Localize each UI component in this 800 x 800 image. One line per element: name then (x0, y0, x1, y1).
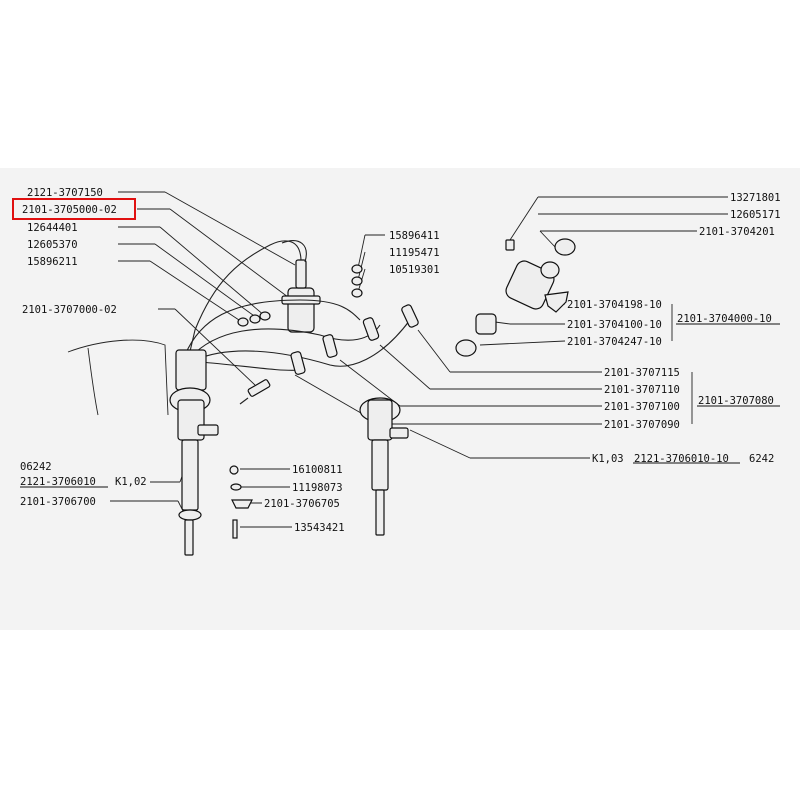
label-2101-3704100-10: 2101-3704100-10 (567, 319, 662, 331)
label-2101-3707115: 2101-3707115 (604, 367, 680, 379)
label-11195471: 11195471 (389, 247, 440, 259)
label-15896411: 15896411 (389, 230, 440, 242)
label-13271801: 13271801 (730, 192, 781, 204)
label-11198073: 11198073 (292, 482, 343, 494)
label-12605370: 12605370 (27, 239, 78, 251)
distributor-right (360, 398, 408, 535)
label-16100811: 16100811 (292, 464, 343, 476)
label-2101-3704201: 2101-3704201 (699, 226, 775, 238)
label-2101-3704247-10: 2101-3704247-10 (567, 336, 662, 348)
distributor-left (170, 350, 218, 555)
label-2121-3706010-10: 2121-3706010-10 (634, 453, 729, 465)
ignition-switch (456, 239, 575, 356)
label-2101-3707110: 2101-3707110 (604, 384, 680, 396)
label-2121-3706010: 2121-3706010 (20, 476, 96, 488)
label-2121-3707150: 2121-3707150 (27, 187, 103, 199)
label-13543421: 13543421 (294, 522, 345, 534)
label-k103: K1,03 (592, 453, 624, 465)
label-2101-3706700: 2101-3706700 (20, 496, 96, 508)
label-12644401: 12644401 (27, 222, 78, 234)
label-06242: 06242 (20, 461, 52, 473)
label-2101-3707100: 2101-3707100 (604, 401, 680, 413)
label-2101-3705000-02: 2101-3705000-02 (22, 204, 117, 216)
spark-plug (240, 379, 271, 404)
terminal-nuts (352, 265, 362, 297)
engine-outline-left-inner (88, 348, 98, 415)
label-2101-3706705: 2101-3706705 (264, 498, 340, 510)
label-2101-3707080: 2101-3707080 (698, 395, 774, 407)
label-k102: K1,02 (115, 476, 147, 488)
engine-outline-left (68, 340, 168, 415)
label-2101-3707090: 2101-3707090 (604, 419, 680, 431)
label-15896211: 15896211 (27, 256, 78, 268)
label-12605171: 12605171 (730, 209, 781, 221)
label-10519301: 10519301 (389, 264, 440, 276)
coil-washers (238, 312, 270, 326)
label-2101-3704000-10: 2101-3704000-10 (677, 313, 772, 325)
label-2101-3707000-02: 2101-3707000-02 (22, 304, 117, 316)
label-6242-right: 6242 (749, 453, 775, 465)
label-2101-3704198-10: 2101-3704198-10 (567, 299, 662, 311)
